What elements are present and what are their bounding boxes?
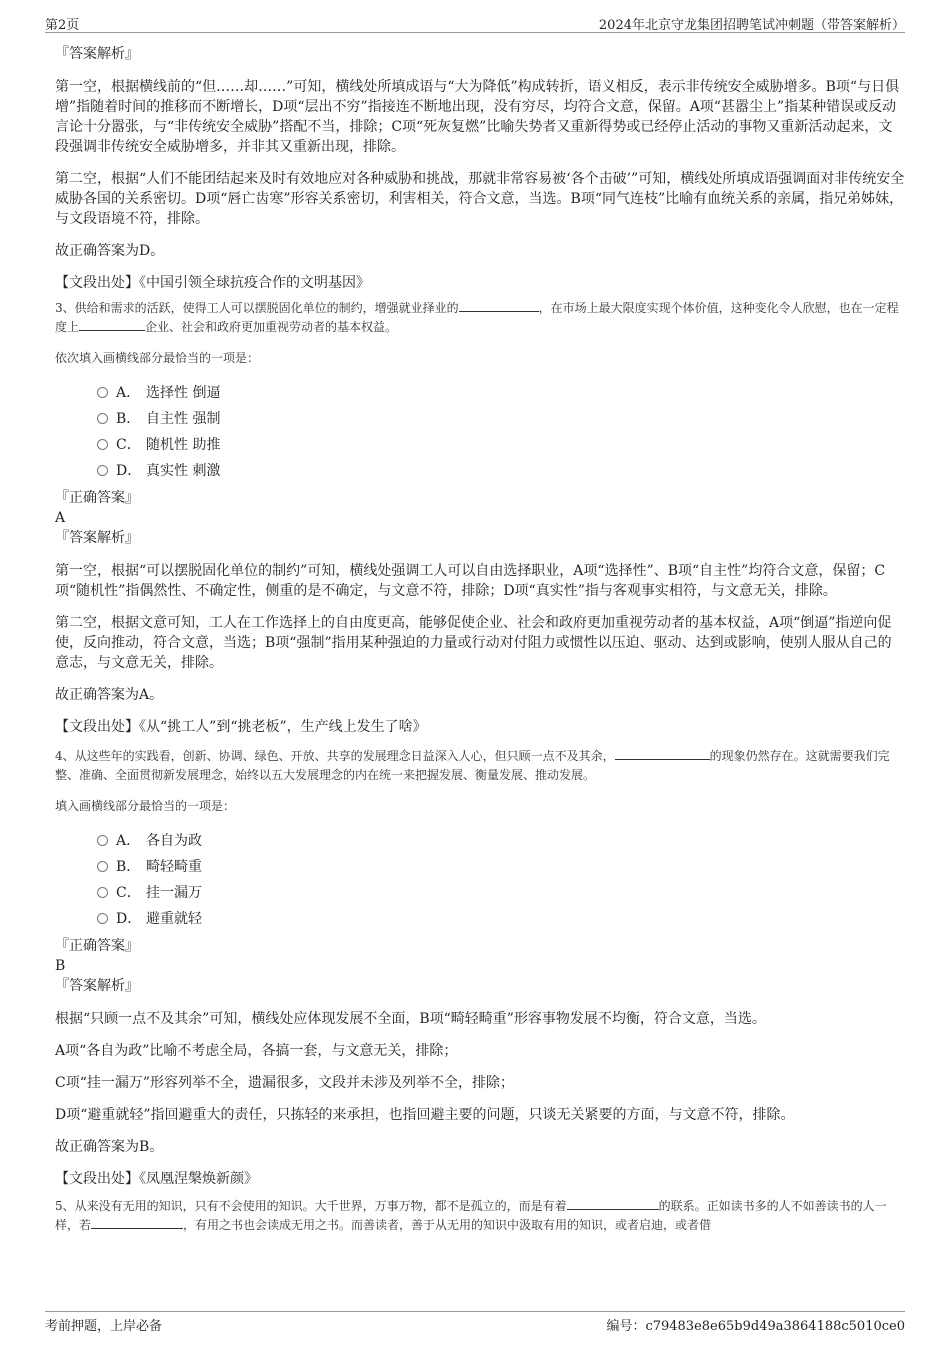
q2-conclusion: 故正确答案为D。 (55, 243, 165, 259)
analysis-label: 『答案解析』 (55, 530, 139, 546)
q3-analysis-p2: 第二空，根据文意可知，工人在工作选择上的自由度更高，能够促使企业、社会和政府更加重视劳动者的基本权益，A项“倒逼”指逆向促使，反向推动，符合文意，当选；B项“强制”指用某种强迫的力量或行动对付阻力或惯性以压迫、驱动、达到或影响，使别人服从自己的意志，与文意无关，排除。 (55, 615, 892, 671)
radio-icon[interactable] (97, 465, 108, 476)
q4-option-c[interactable]: C． 挂一漏万 (55, 880, 905, 906)
q4-analysis-p2: A项“各自为政”比喻不考虑全局，各搞一套，与文意无关，排除； (55, 1043, 458, 1059)
q4-analysis-p4: D项“避重就轻”指回避重大的责任，只拣轻的来承担，也指回避主要的问题，只谈无关紧要的方面，与文意不符，排除。 (55, 1107, 795, 1123)
q3-stem: 3、供给和需求的活跃，使得工人可以摆脱固化单位的制约，增强就业择业的 ，在市场上最大限度实现个体价值，这种变化令人欣慰，也在一定程度上 企业、社会和政府更加重视劳动者的基本权益。 (55, 301, 899, 334)
q5-blank-2 (91, 1216, 183, 1229)
page-footer (45, 1311, 905, 1336)
q4-analysis-p3: C项“挂一漏万”形容列举不全，遗漏很多，文段并未涉及列举不全，排除； (55, 1075, 515, 1091)
page-number: 第2页 (45, 18, 80, 33)
analysis-label: 『答案解析』 (55, 978, 139, 994)
q2-analysis-p1: 第一空，根据横线前的“但……却……”可知，横线处所填成语与“大为降低”构成转折，语义相反，表示非传统安全威胁增多。B项“与日俱增”指随着时间的推移而不断增长，D项“层出不穷”指接连不断地出现，没有穷尽，均符合文意，保留。A项“甚嚣尘上”指某种错误或反动言论十分嚣张，与“非传统安全威胁”搭配不当，排除；C项“死灰复燃”比喻失势者又重新得势或已经停止活动的事物又重新活动起来，文段强调非传统安全威胁增多，并非其又重新出现，排除。 (55, 79, 900, 155)
q3-blank-2 (79, 318, 145, 331)
q4-conclusion: 故正确答案为B。 (55, 1139, 164, 1155)
q5-blank-1 (567, 1197, 659, 1210)
q4-source: 【文段出处】《凤凰涅槃焕新颜》 (55, 1171, 258, 1187)
radio-icon[interactable] (97, 413, 108, 424)
radio-icon[interactable] (97, 887, 108, 898)
q3-option-d[interactable]: D． 真实性 刺激 (55, 458, 905, 484)
analysis-label: 『答案解析』 (55, 46, 139, 62)
correct-answer-label: 『正确答案』 (55, 938, 139, 954)
q2-analysis-p2: 第二空，根据“人们不能团结起来及时有效地应对各种威胁和挑战，那就非常容易被‘各个击破’”可知，横线处所填成语强调面对非传统安全威胁各国的关系密切。D项“唇亡齿寒”形容关系密切，利害相关，符合文意，当选。B项“同气连枝”比喻有血统关系的亲属，指兄弟姊妹，与文段语境不符，排除。 (55, 171, 905, 227)
q4-option-b[interactable]: B． 畸轻畸重 (55, 854, 905, 880)
radio-icon[interactable] (97, 387, 108, 398)
document-code: 编号：c79483e8e65b9d49a3864188c5010ce0 (606, 1319, 905, 1334)
page-header (45, 12, 905, 33)
correct-answer-label: 『正确答案』 (55, 490, 139, 506)
q4-stem: 4、从这些年的实践看，创新、协调、绿色、开放、共享的发展理念日益深入人心，但只顾一点不及其余， 的现象仍然存在。这就需要我们完整、准确、全面贯彻新发展理念，始终以五大发展理念的内在统一来把握发展、衡量发展、推动发展。 (55, 749, 890, 782)
q3-option-b[interactable]: B． 自主性 强制 (55, 406, 905, 432)
q4-option-a[interactable]: A． 各自为政 (55, 828, 905, 854)
q3-conclusion: 故正确答案为A。 (55, 687, 164, 703)
q4-analysis-p1: 根据“只顾一点不及其余”可知，横线处应体现发展不全面，B项“畸轻畸重”形容事物发展不均衡，符合文意，当选。 (55, 1011, 766, 1027)
q4-options (55, 828, 905, 932)
q4-blank (615, 747, 710, 760)
q4-option-d[interactable]: D． 避重就轻 (55, 906, 905, 932)
footer-slogan: 考前押题，上岸必备 (45, 1319, 163, 1334)
radio-icon[interactable] (97, 835, 108, 846)
document-title: 2024年北京守龙集团招聘笔试冲刺题（带答案解析） (598, 18, 905, 33)
q3-option-a[interactable]: A． 选择性 倒逼 (55, 380, 905, 406)
radio-icon[interactable] (97, 861, 108, 872)
q3-option-c[interactable]: C． 随机性 助推 (55, 432, 905, 458)
q4-prompt: 填入画横线部分最恰当的一项是： (55, 799, 236, 813)
radio-icon[interactable] (97, 913, 108, 924)
q3-blank-1 (459, 299, 539, 312)
q5-stem: 5、从来没有无用的知识，只有不会使用的知识。大千世界，万事万物，都不是孤立的，而是有着 的联系。正如读书多的人不如善读书的人一样，若 ，有用之书也会读成无用之书。而善读者，善于从无用的知识中汲取有用的知识，或者启迪，或者借 (55, 1199, 887, 1232)
q2-source: 【文段出处】《中国引领全球抗疫合作的文明基因》 (55, 275, 370, 291)
radio-icon[interactable] (97, 439, 108, 450)
q4-answer: B (55, 958, 66, 974)
document-body (55, 44, 905, 1235)
q3-source: 【文段出处】《从“挑工人”到“挑老板”，生产线上发生了啥》 (55, 719, 427, 735)
q3-options (55, 380, 905, 484)
q3-prompt: 依次填入画横线部分最恰当的一项是： (55, 351, 260, 365)
q3-answer: A (55, 510, 66, 526)
q3-analysis-p1: 第一空，根据“可以摆脱固化单位的制约”可知，横线处强调工人可以自由选择职业，A项“选择性”、B项“自主性”均符合文意，保留；C项“随机性”指偶然性、不确定性，侧重的是不确定，与文意不符，排除；D项“真实性”指与客观事实相符，与文意无关，排除。 (55, 563, 886, 599)
